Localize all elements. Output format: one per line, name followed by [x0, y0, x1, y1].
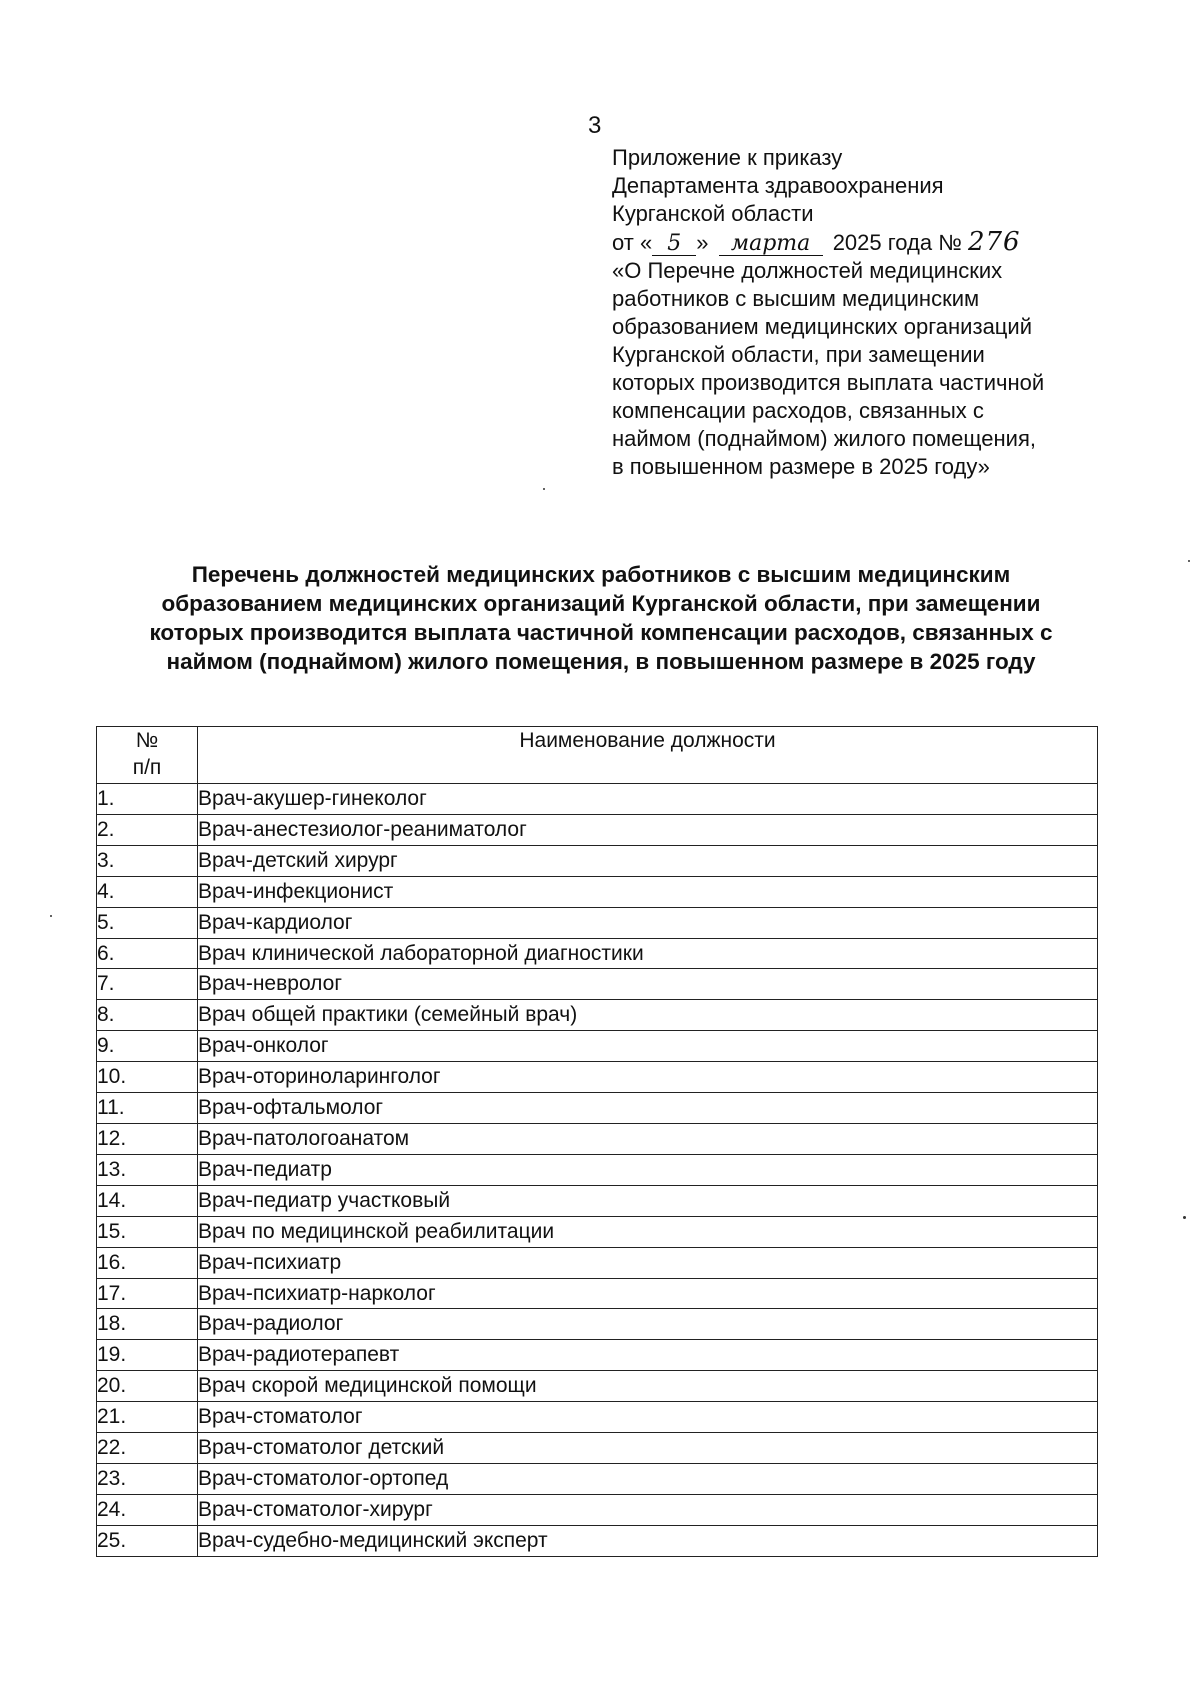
row-number: 18. — [97, 1309, 198, 1340]
row-number: 1. — [97, 784, 198, 815]
position-name: Врач-оториноларинголог — [198, 1062, 1098, 1093]
position-name: Врач-стоматолог — [198, 1402, 1098, 1433]
subject-line: компенсации расходов, связанных с — [612, 398, 984, 423]
appendix-block — [612, 144, 1112, 481]
position-name: Врач-радиотерапевт — [198, 1340, 1098, 1371]
position-name: Врач-педиатр участковый — [198, 1185, 1098, 1216]
year-text: 2025 года № — [832, 230, 962, 255]
position-name: Врач клинической лабораторной диагностики — [198, 938, 1098, 969]
row-number: 22. — [97, 1433, 198, 1464]
table-row — [97, 814, 1098, 845]
table-row — [97, 845, 1098, 876]
table-body — [97, 784, 1098, 1557]
position-name: Врач-психиатр — [198, 1247, 1098, 1278]
subject-line: которых производится выплата частичной — [612, 370, 1045, 395]
row-number: 7. — [97, 969, 198, 1000]
position-name: Врач-судебно-медицинский эксперт — [198, 1525, 1098, 1556]
subject-line: Курганской области, при замещении — [612, 342, 985, 367]
table-row — [97, 1340, 1098, 1371]
row-number: 9. — [97, 1031, 198, 1062]
row-number: 24. — [97, 1494, 198, 1525]
position-name: Врач-акушер-гинеколог — [198, 784, 1098, 815]
position-name: Врач по медицинской реабилитации — [198, 1216, 1098, 1247]
title-line: которых производится выплата частичной компенсации расходов, связанных с — [149, 620, 1053, 645]
scan-speck — [50, 915, 52, 917]
row-number: 21. — [97, 1402, 198, 1433]
row-number: 4. — [97, 876, 198, 907]
order-date-line — [612, 228, 1112, 257]
row-number: 23. — [97, 1463, 198, 1494]
appendix-subject — [612, 257, 1112, 481]
handwritten-order-number: 276 — [967, 227, 1021, 257]
title-line: образованием медицинских организаций Курганской области, при замещении — [161, 591, 1041, 616]
table-row — [97, 1123, 1098, 1154]
table-row — [97, 1433, 1098, 1464]
table-row — [97, 1402, 1098, 1433]
table-row — [97, 1371, 1098, 1402]
handwritten-month: марта — [719, 233, 823, 256]
subject-line: в повышенном размере в 2025 году» — [612, 454, 990, 479]
row-number: 15. — [97, 1216, 198, 1247]
page-number: 3 — [588, 112, 602, 139]
list-title — [96, 560, 1106, 676]
row-number: 14. — [97, 1185, 198, 1216]
position-name: Врач-стоматолог детский — [198, 1433, 1098, 1464]
table-row — [97, 1494, 1098, 1525]
row-number: 6. — [97, 938, 198, 969]
table-row — [97, 1000, 1098, 1031]
header-number-sub-label: п/п — [132, 756, 162, 779]
position-name: Врач-педиатр — [198, 1154, 1098, 1185]
subject-line: образованием медицинских организаций — [612, 314, 1032, 339]
row-number: 11. — [97, 1093, 198, 1124]
position-name: Врач-патологоанатом — [198, 1123, 1098, 1154]
positions-table — [96, 726, 1098, 1557]
table-row — [97, 1216, 1098, 1247]
header-name-cell: Наименование должности — [198, 727, 1098, 784]
table-row — [97, 1278, 1098, 1309]
position-name: Врач-стоматолог-хирург — [198, 1494, 1098, 1525]
position-name: Врач-кардиолог — [198, 907, 1098, 938]
table-row — [97, 1247, 1098, 1278]
table-row — [97, 907, 1098, 938]
table-row — [97, 1093, 1098, 1124]
title-line: наймом (поднаймом) жилого помещения, в повышенном размере в 2025 году — [166, 649, 1036, 674]
position-name: Врач-невролог — [198, 969, 1098, 1000]
table-row — [97, 938, 1098, 969]
table-header-row — [97, 727, 1098, 784]
subject-line: «О Перечне должностей медицинских — [612, 258, 1003, 283]
table-row — [97, 1154, 1098, 1185]
position-name: Врач-радиолог — [198, 1309, 1098, 1340]
subject-line: работников с высшим медицинским — [612, 286, 980, 311]
row-number: 16. — [97, 1247, 198, 1278]
header-number-label: № — [135, 729, 159, 752]
row-number: 17. — [97, 1278, 198, 1309]
row-number: 2. — [97, 814, 198, 845]
table-row — [97, 1463, 1098, 1494]
position-name: Врач-офтальмолог — [198, 1093, 1098, 1124]
table-row — [97, 1525, 1098, 1556]
table-row — [97, 1185, 1098, 1216]
table-row — [97, 1031, 1098, 1062]
position-name: Врач-онколог — [198, 1031, 1098, 1062]
table-row — [97, 784, 1098, 815]
handwritten-day: 5 — [652, 233, 696, 256]
position-name: Врач-психиатр-нарколог — [198, 1278, 1098, 1309]
table-row — [97, 876, 1098, 907]
table-row — [97, 1309, 1098, 1340]
row-number: 25. — [97, 1525, 198, 1556]
table-row — [97, 1062, 1098, 1093]
title-line: Перечень должностей медицинских работников с высшим медицинским — [191, 562, 1011, 587]
row-number: 8. — [97, 1000, 198, 1031]
row-number: 12. — [97, 1123, 198, 1154]
position-name: Врач скорой медицинской помощи — [198, 1371, 1098, 1402]
appendix-line: Курганской области — [612, 201, 814, 226]
scan-speck — [543, 488, 545, 490]
row-number: 3. — [97, 845, 198, 876]
date-prefix: от « — [612, 230, 653, 255]
row-number: 19. — [97, 1340, 198, 1371]
subject-line: наймом (поднаймом) жилого помещения, — [612, 426, 1036, 451]
scan-speck — [1183, 1216, 1186, 1219]
position-name: Врач общей практики (семейный врач) — [198, 1000, 1098, 1031]
row-number: 10. — [97, 1062, 198, 1093]
table-row — [97, 969, 1098, 1000]
row-number: 20. — [97, 1371, 198, 1402]
appendix-line: Департамента здравоохранения — [612, 173, 944, 198]
scan-speck — [1188, 560, 1190, 562]
row-number: 5. — [97, 907, 198, 938]
position-name: Врач-детский хирург — [198, 845, 1098, 876]
position-name: Врач-анестезиолог-реаниматолог — [198, 814, 1098, 845]
row-number: 13. — [97, 1154, 198, 1185]
position-name: Врач-стоматолог-ортопед — [198, 1463, 1098, 1494]
header-number-cell — [97, 727, 198, 784]
appendix-line: Приложение к приказу — [612, 145, 843, 170]
date-close-quote: » — [696, 230, 709, 255]
position-name: Врач-инфекционист — [198, 876, 1098, 907]
